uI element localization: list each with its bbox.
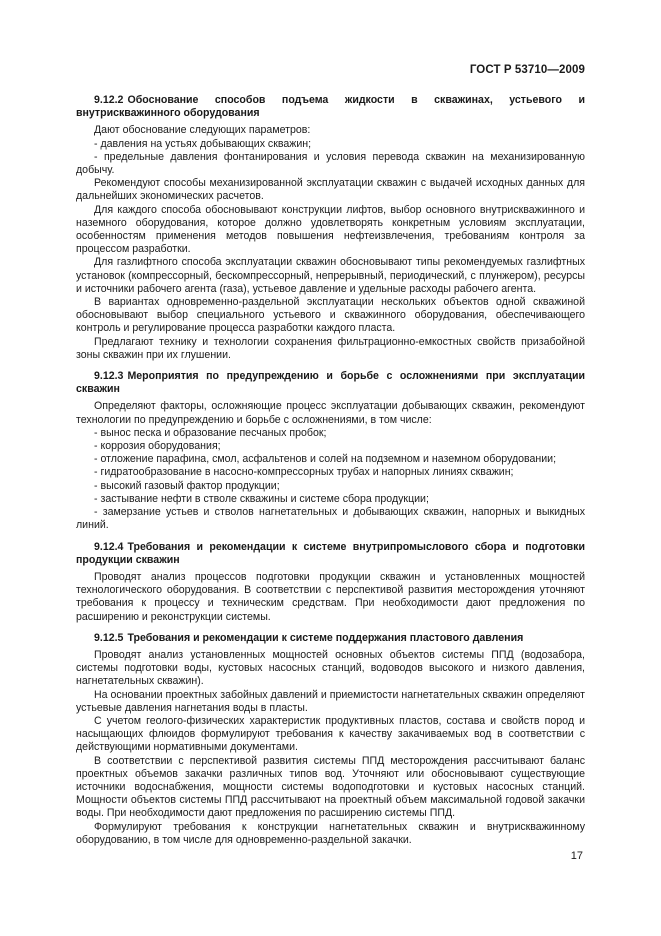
paragraph: Дают обоснование следующих параметров: xyxy=(94,124,311,137)
section-heading xyxy=(76,94,585,120)
list-item: - вынос песка и образование песчаных пробок; xyxy=(94,426,327,439)
section-title: Мероприятия по предупреждению и борьбе с осложнениями при эксплуатации скважин xyxy=(76,370,585,396)
section-title: Обоснование способов подъема жидкости в скважинах, устьевого и внутрискважинного оборудования xyxy=(76,94,585,120)
paragraph: В соответствии с перспективой развития системы ППД месторождения рассчитывают баланс проектных объемов закачки различных типов вод. Уточняют или обосновывают существующие источники водоснабжения, мощности системы водоподготовки и кустовых насосных станций. Мощности объектов системы ППД рассчитывают на проектный объем максимальной годовой закачки воды. При необходимости дают предложения по расширению системы ППД. xyxy=(76,754,585,820)
paragraph: На основании проектных забойных давлений и приемистости нагнетательных скважин определяют устьевые давления нагнетания воды в пласты. xyxy=(76,688,585,714)
section-9-12-3 xyxy=(76,370,585,532)
section-number: 9.12.2 xyxy=(94,94,124,106)
list-item: - застывание нефти в стволе скважины и системе сбора продукции; xyxy=(94,492,429,505)
section-number: 9.12.4 xyxy=(94,540,124,553)
document-body xyxy=(76,94,585,847)
paragraph: Проводят анализ установленных мощностей основных объектов системы ППД (водозабора, системы подготовки воды, кустовых насосных станций, водоводов высокого и низкого давления, нагнетательных скважин). xyxy=(76,648,585,688)
paragraph: Предлагают технику и технологии сохранения фильтрационно-емкостных свойств призабойной зоны скважин при их глушении. xyxy=(76,335,585,361)
list-item: - высокий газовый фактор продукции; xyxy=(94,479,280,492)
list-item: - давления на устьях добывающих скважин; xyxy=(94,137,312,150)
paragraph: Рекомендуют способы механизированной эксплуатации скважин с выдачей исходных данных для дальнейших экономических расчетов. xyxy=(76,177,585,203)
list-item: - отложение парафина, смол, асфальтенов и солей на подземном и наземном оборудовании; xyxy=(94,453,557,466)
section-heading xyxy=(76,632,585,645)
paragraph: В вариантах одновременно-раздельной эксплуатации нескольких объектов одной скважиной обосновывают выбор специального устьевого и скважинного оборудования, обеспечивающего контроль и регулирование процесса разработки каждого пласта. xyxy=(76,296,585,335)
section-9-12-2 xyxy=(76,94,585,362)
paragraph: С учетом геолого-физических характеристик продуктивных пластов, состава и свойств пород и насыщающих флюидов формулируют требования к качеству закачиваемых вод в соответствии с действующими нормативными документами. xyxy=(76,714,585,754)
paragraph: Для каждого способа обосновывают конструкции лифтов, выбор основного внутрискважинного и наземного оборудования, которое должно удовлетворять конкретным условиям эксплуатации, особенностям применения методов повышения нефтеизвлечения, требованиям контроля за процессом разработки. xyxy=(76,203,585,256)
section-title: Требования и рекомендации к системе внутрипромыслового сбора и подготовки продукции скважин xyxy=(76,540,585,566)
section-9-12-4 xyxy=(76,541,585,624)
paragraph: Проводят анализ процессов подготовки продукции скважин и установленных мощностей технологического оборудования. В соответствии с перспективой развития месторождения уточняют требования к процессу и техническим средствам. При необходимости дают предложения по расширению и реконструкции системы. xyxy=(76,570,585,623)
list-item: - коррозия оборудования; xyxy=(94,440,221,453)
list-item: - предельные давления фонтанирования и условия перевода скважин на механизированную добычу. xyxy=(76,150,585,177)
section-heading xyxy=(76,370,585,396)
list-item: - замерзание устьев и стволов нагнетательных и добывающих скважин, напорных и выкидных линий. xyxy=(76,506,585,532)
section-title: Требования и рекомендации к системе поддержания пластового давления xyxy=(127,631,524,644)
section-number: 9.12.5 xyxy=(94,631,124,644)
page-number: 17 xyxy=(570,850,583,862)
standard-designation: ГОСТ Р 53710—2009 xyxy=(469,64,585,76)
section-9-12-5 xyxy=(76,632,585,847)
section-number: 9.12.3 xyxy=(94,370,124,383)
paragraph: Определяют факторы, осложняющие процесс эксплуатации добывающих скважин, рекомендуют технологии по предупреждению и борьбе с осложнениями, в том числе: xyxy=(76,400,585,426)
list-item: - гидратообразование в насосно-компрессорных трубах и напорных линиях скважин; xyxy=(94,466,514,479)
paragraph: Для газлифтного способа эксплуатации скважин обосновывают типы рекомендуемых газлифтных установок (компрессорный, бескомпрессорный, непрерывный, периодический, с плунжером), ресурсы и источники рабочего агента (газа), устьевое давление и удельные расходы рабочего агента. xyxy=(76,256,585,295)
paragraph: Формулируют требования к конструкции нагнетательных скважин и внутрискважинному оборудованию, в том числе для одновременно-раздельной закачки. xyxy=(76,820,585,846)
section-heading xyxy=(76,541,585,567)
